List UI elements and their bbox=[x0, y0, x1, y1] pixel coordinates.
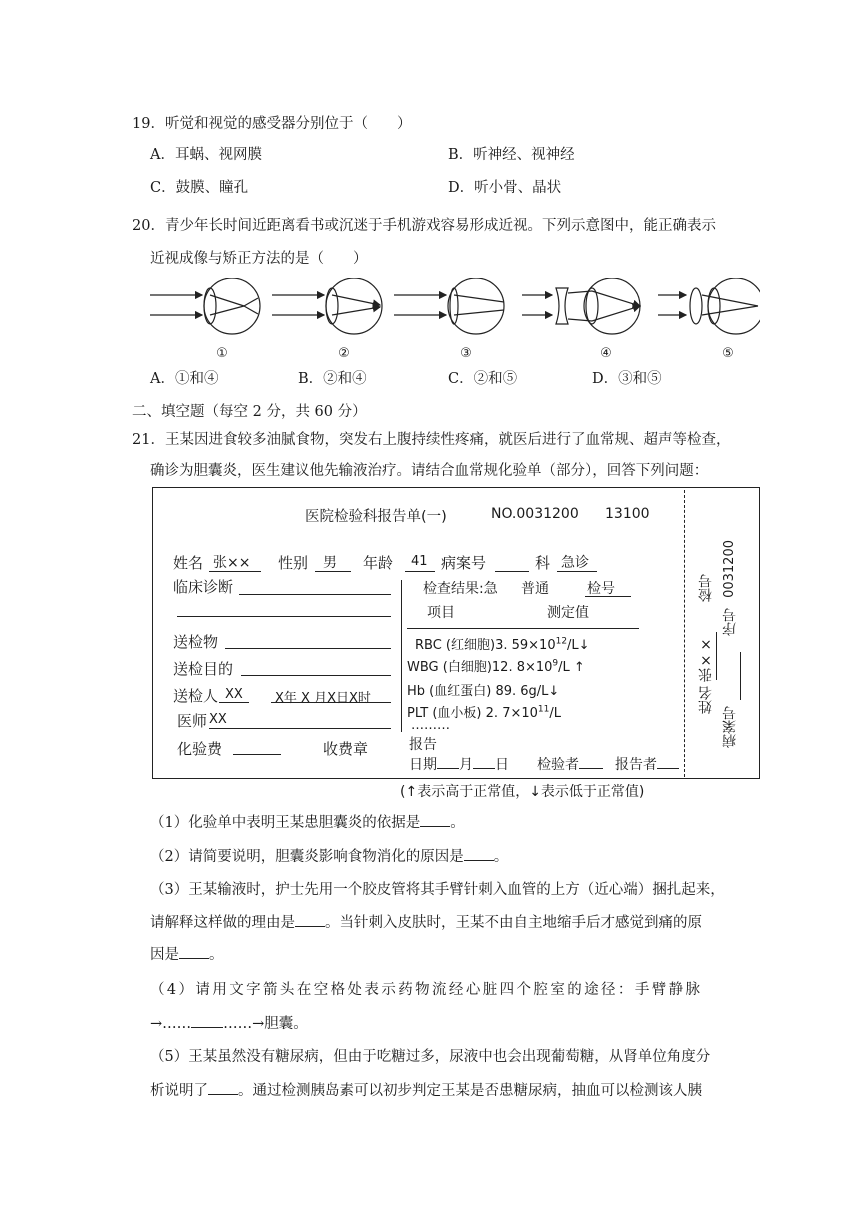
q19-option-d: D．听小骨、晶状 bbox=[448, 180, 562, 196]
item-label: 项目 bbox=[427, 605, 455, 621]
tester-row: 检验者 bbox=[537, 754, 603, 774]
fee-label: 化验费 bbox=[177, 740, 223, 758]
side-case-label: 病案号 bbox=[722, 706, 738, 748]
q19-option-a: A．耳蜗、视网膜 bbox=[150, 147, 262, 163]
sub2: （2）请简要说明，胆囊炎影响食物消化的原因是 。 bbox=[150, 849, 509, 865]
section-title: 二、填空题（每空 2 分，共 60 分） bbox=[132, 404, 367, 420]
name-label: 姓名 bbox=[173, 554, 204, 572]
sub1: （1）化验单中表明王某患胆囊炎的依据是 。 bbox=[150, 815, 465, 831]
sex-value: 男 bbox=[323, 555, 337, 571]
diagnosis-label: 临床诊断 bbox=[173, 578, 234, 596]
result-label: 检查结果:急 bbox=[423, 581, 498, 597]
sub5-line1: （5）王某虽然没有糖尿病，但由于吃糖过多，尿液中也会出现葡萄糖，从肾单位角度分 bbox=[150, 1049, 711, 1065]
figure-label-5: ⑤ bbox=[722, 346, 734, 361]
name-value: 张×× bbox=[213, 555, 251, 571]
q20-option-d: D．③和⑤ bbox=[592, 371, 662, 387]
eye-diagram-1 bbox=[150, 278, 260, 334]
side-seq-value: 0031200 bbox=[722, 540, 737, 598]
value-label: 测定值 bbox=[547, 605, 589, 621]
specimen-label: 送检物 bbox=[173, 633, 219, 651]
q20-option-b: B．②和④ bbox=[298, 371, 367, 387]
figure-label-3: ③ bbox=[460, 346, 472, 361]
lab-row-plt: PLT (血小板) 2. $7\times 10^{11}/L$ bbox=[407, 704, 561, 721]
age-value: 41 bbox=[411, 554, 428, 569]
sub3-line1: （3）王某输液时，护士先用一个胶皮管将其手臂针刺入血管的上方（近心端）捆扎起来， bbox=[150, 882, 725, 898]
doctor-value: XX bbox=[209, 712, 227, 727]
q21-stem-line1: 21．王某因进食较多油腻食物，突发右上腹持续性疼痛，就医后进行了血常规、超声等检查， bbox=[132, 432, 731, 448]
sub3-line3: 因是 。 bbox=[150, 947, 224, 963]
q21-stem-line2: 确诊为胆囊炎，医生建议他先输液治疗。请结合血常规化验单（部分），回答下列问题： bbox=[150, 463, 709, 479]
sub4-line1: （4）请用文字箭头在空格处表示药物流经心脏四个腔室的途径：手臂静脉 bbox=[150, 982, 703, 998]
case-label: 病案号 bbox=[441, 554, 487, 572]
lab-row-rbc: RBC (红细胞)3. $59\times 10^{12}/L↓$ bbox=[415, 636, 590, 653]
q20-option-c: C．②和⑤ bbox=[448, 371, 518, 387]
send-time: X年 X 月X日X时 bbox=[275, 691, 371, 706]
purpose-label: 送检目的 bbox=[173, 660, 234, 678]
sub4-line2: →…… ……→胆囊。 bbox=[150, 1016, 308, 1032]
eye-diagram-5 bbox=[658, 278, 760, 334]
figure-label-1: ① bbox=[216, 346, 228, 361]
sender-value: XX bbox=[225, 687, 243, 702]
dept-value: 急诊 bbox=[561, 555, 589, 571]
sender-label: 送检人 bbox=[173, 687, 219, 705]
q19-stem: 19．听觉和视觉的感受器分别位于（ ） bbox=[132, 116, 412, 132]
report-no: NO.0031200 bbox=[491, 506, 579, 522]
report-footnote: (↑表示高于正常值，↓表示低于正常值) bbox=[400, 784, 645, 800]
date-row: 日期 月 日 bbox=[409, 757, 509, 773]
figure-label-2: ② bbox=[338, 346, 350, 361]
lab-row-wbg: WBG (白细胞)12. $8\times 10^9/L$ ↑ bbox=[407, 658, 585, 675]
report-code: 13100 bbox=[605, 506, 650, 522]
check-no-label: 检号 bbox=[587, 581, 615, 597]
eye-diagram-3 bbox=[394, 278, 504, 334]
side-name-value: 张×× bbox=[698, 636, 714, 682]
result-type: 普通 bbox=[521, 581, 549, 597]
side-name-label: 姓名 bbox=[698, 686, 714, 714]
sub3-line2: 请解释这样做的理由是 。当针刺入皮肤时，王某不由自主地缩手后才感觉到痛的原 bbox=[150, 915, 702, 931]
figure-label-4: ④ bbox=[600, 346, 612, 361]
sex-label: 性别 bbox=[278, 554, 309, 572]
side-seq-label: 序号 bbox=[722, 608, 738, 636]
side-check-label: 检号 bbox=[698, 574, 714, 602]
eye-diagram-2 bbox=[272, 278, 382, 334]
dept-label: 科 bbox=[535, 554, 551, 572]
tear-line bbox=[684, 490, 685, 777]
report-label: 报告 bbox=[409, 737, 437, 753]
lab-row-hb: Hb (血红蛋白) 89. 6g/L↓ bbox=[407, 684, 560, 699]
stamp-label: 收费章 bbox=[323, 740, 369, 758]
reporter-row: 报告者 bbox=[615, 754, 679, 774]
age-label: 年龄 bbox=[363, 554, 394, 572]
report-title: 医院检验科报告单(一) bbox=[305, 509, 447, 525]
q20-stem-line1: 20．青少年长时间近距离看书或沉迷于手机游戏容易形成近视。下列示意图中，能正确表示 bbox=[132, 218, 716, 234]
q20-stem-line2: 近视成像与矫正方法的是（ ） bbox=[150, 251, 368, 267]
lab-dots: ……… bbox=[411, 718, 450, 733]
eye-diagrams bbox=[140, 278, 760, 362]
sub5-line2: 析说明了 。通过检测胰岛素可以初步判定王某是否患糖尿病，抽血可以检测该人胰 bbox=[150, 1083, 702, 1099]
q19-option-c: C．鼓膜、瞳孔 bbox=[150, 180, 249, 196]
eye-diagram-4 bbox=[522, 278, 640, 334]
q19-option-b: B．听神经、视神经 bbox=[448, 147, 575, 163]
doctor-label: 医师 bbox=[177, 712, 208, 730]
q20-option-a: A．①和④ bbox=[150, 371, 219, 387]
lab-report-card bbox=[152, 487, 760, 779]
